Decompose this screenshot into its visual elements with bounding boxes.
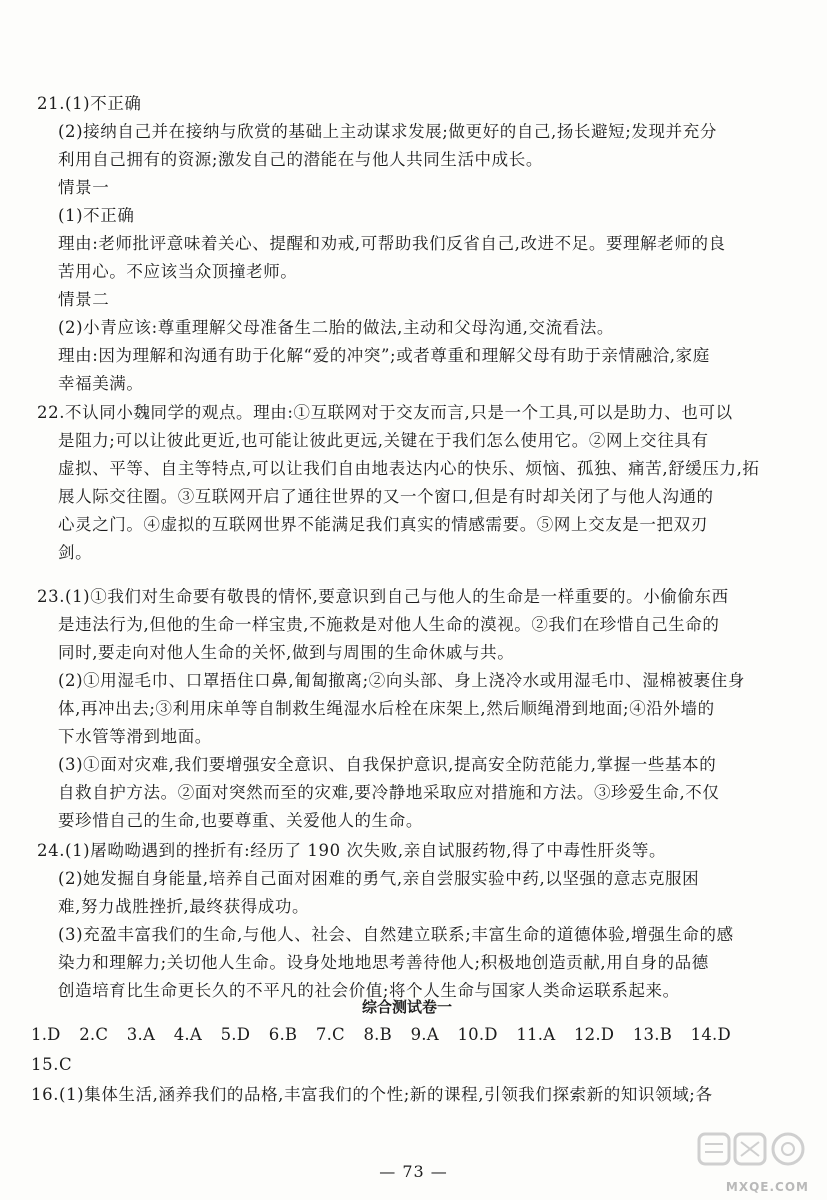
text-line: (2)接纳自己并在接纳与欣赏的基础上主动谋求发展;做更好的自己,扬长避短;发现并充分 — [58, 122, 717, 141]
mc-answer: 1.D — [31, 1025, 61, 1044]
mc-answer: 3.A — [126, 1025, 156, 1044]
text-line: 难,努力战胜挫折,最终获得成功。 — [58, 897, 310, 916]
text-line: 同时,要走向对他人生命的关怀,做到与周围的生命休戚与共。 — [58, 643, 515, 662]
mc-answer: 10.D — [457, 1025, 498, 1044]
text-line: 利用自己拥有的资源;激发自己的潜能在与他人共同生活中成长。 — [58, 150, 543, 169]
text-line: 理由:老师批评意味着关心、提醒和劝戒,可帮助我们反省自己,改进不足。要理解老师的良 — [58, 234, 726, 253]
text-line: 16.(1)集体生活,涵养我们的品格,丰富我们的个性;新的课程,引领我们探索新的知识领域;各 — [31, 1085, 713, 1104]
text-line: 15.C — [31, 1055, 73, 1074]
text-line: 自救自护方法。②面对突然而至的灾难,要冷静地采取应对措施和方法。③珍爱生命,不仅 — [58, 783, 720, 802]
text-line: (1)不正确 — [58, 206, 135, 225]
mc-answer: 9.A — [410, 1025, 439, 1044]
text-line: 是阻力;可以让彼此更近,也可能让彼此更远,关键在于我们怎么使用它。②网上交往具有 — [58, 431, 709, 450]
text-line: 23.(1)①我们对生命要有敬畏的情怀,要意识到自己与他人的生命是一样重要的。小偷偷东西 — [37, 587, 729, 606]
text-line: 苦用心。不应该当众顶撞老师。 — [58, 262, 298, 281]
text-line: (2)①用湿毛巾、口罩捂住口鼻,匍匐撤离;②向头部、身上浇冷水或用湿毛巾、湿棉被裹住身 — [58, 671, 745, 690]
mc-answer: 6.B — [268, 1025, 298, 1044]
text-line: 创造培育比生命更长久的不平凡的社会价值;将个人生命与国家人类命运联系起来。 — [58, 981, 680, 1000]
mc-answer: 11.A — [516, 1025, 556, 1044]
section-heading: 综合测试卷一 — [362, 998, 453, 1016]
text-line: 理由:因为理解和沟通有助于化解“爱的冲突”;或者尊重和理解父母有助于亲情融洽,家庭 — [58, 346, 710, 365]
text-line: (3)充盈丰富我们的生命,与他人、社会、自然建立联系;丰富生命的道德体验,增强生命的感 — [58, 925, 734, 944]
text-line: 幸福美满。 — [58, 374, 144, 393]
text-line: 染力和理解力;关切他人生命。设身处地地思考善待他人;积极地创造贡献,用自身的品德 — [58, 953, 709, 972]
mc-answer: 4.A — [173, 1025, 202, 1044]
text-line: 展人际交往圈。③互联网开启了通往世界的又一个窗口,但是有时却关闭了与他人沟通的 — [58, 487, 714, 506]
text-line: (2)她发掘自身能量,培养自己面对困难的勇气,亲自尝服实验中药,以坚强的意志克服困 — [58, 869, 700, 888]
mc-answer: 13.B — [632, 1025, 673, 1044]
text-line: (3)①面对灾难,我们要增强安全意识、自我保护意识,提高安全防范能力,掌握一些基本的 — [58, 755, 717, 774]
text-line: 虚拟、平等、自主等特点,可以让我们自由地表达内心的快乐、烦恼、孤独、痛苦,舒缓压力,拓 — [58, 459, 760, 478]
mc-answer: 7.C — [315, 1025, 345, 1044]
mc-answer: 5.D — [220, 1025, 251, 1044]
mc-answer: 14.D — [690, 1025, 731, 1044]
watermark-url: MXQE.COM — [725, 1180, 809, 1194]
text-line: 下水管等滑到地面。 — [58, 727, 212, 746]
mc-answer: 2.C — [79, 1025, 109, 1044]
page-number: — 73 — — [379, 1162, 448, 1181]
text-line: 体,再冲出去;③利用床单等自制救生绳湿水后栓在床架上,然后顺绳滑到地面;④沿外墙的 — [58, 699, 715, 718]
text-line: 24.(1)屠呦呦遇到的挫折有:经历了 190 次失败,亲自试服药物,得了中毒性肝炎等。 — [37, 841, 667, 860]
multiple-choice-answers — [31, 1024, 731, 1046]
mc-answer: 12.D — [573, 1025, 615, 1044]
mc-answer: 8.B — [363, 1025, 392, 1044]
text-line: 情景一 — [58, 178, 110, 197]
text-line: 是违法行为,但他的生命一样宝贵,不施救是对他人生命的漠视。②我们在珍惜自己生命的 — [58, 615, 720, 634]
text-line: 情景二 — [58, 290, 110, 309]
text-line: 要珍惜自己的生命,也要尊重、关爱他人的生命。 — [58, 811, 423, 830]
text-line: 22.不认同小魏同学的观点。理由:①互联网对于交友而言,只是一个工具,可以是助力、也可以 — [37, 403, 733, 422]
text-line: 心灵之门。④虚拟的互联网世界不能满足我们真实的情感需要。⑤网上交友是一把双刃 — [58, 515, 708, 534]
text-line: 21.(1)不正确 — [37, 94, 142, 113]
text-line: 剑。 — [58, 543, 93, 562]
text-line: (2)小青应该:尊重理解父母准备生二胎的做法,主动和父母沟通,交流看法。 — [58, 318, 615, 337]
